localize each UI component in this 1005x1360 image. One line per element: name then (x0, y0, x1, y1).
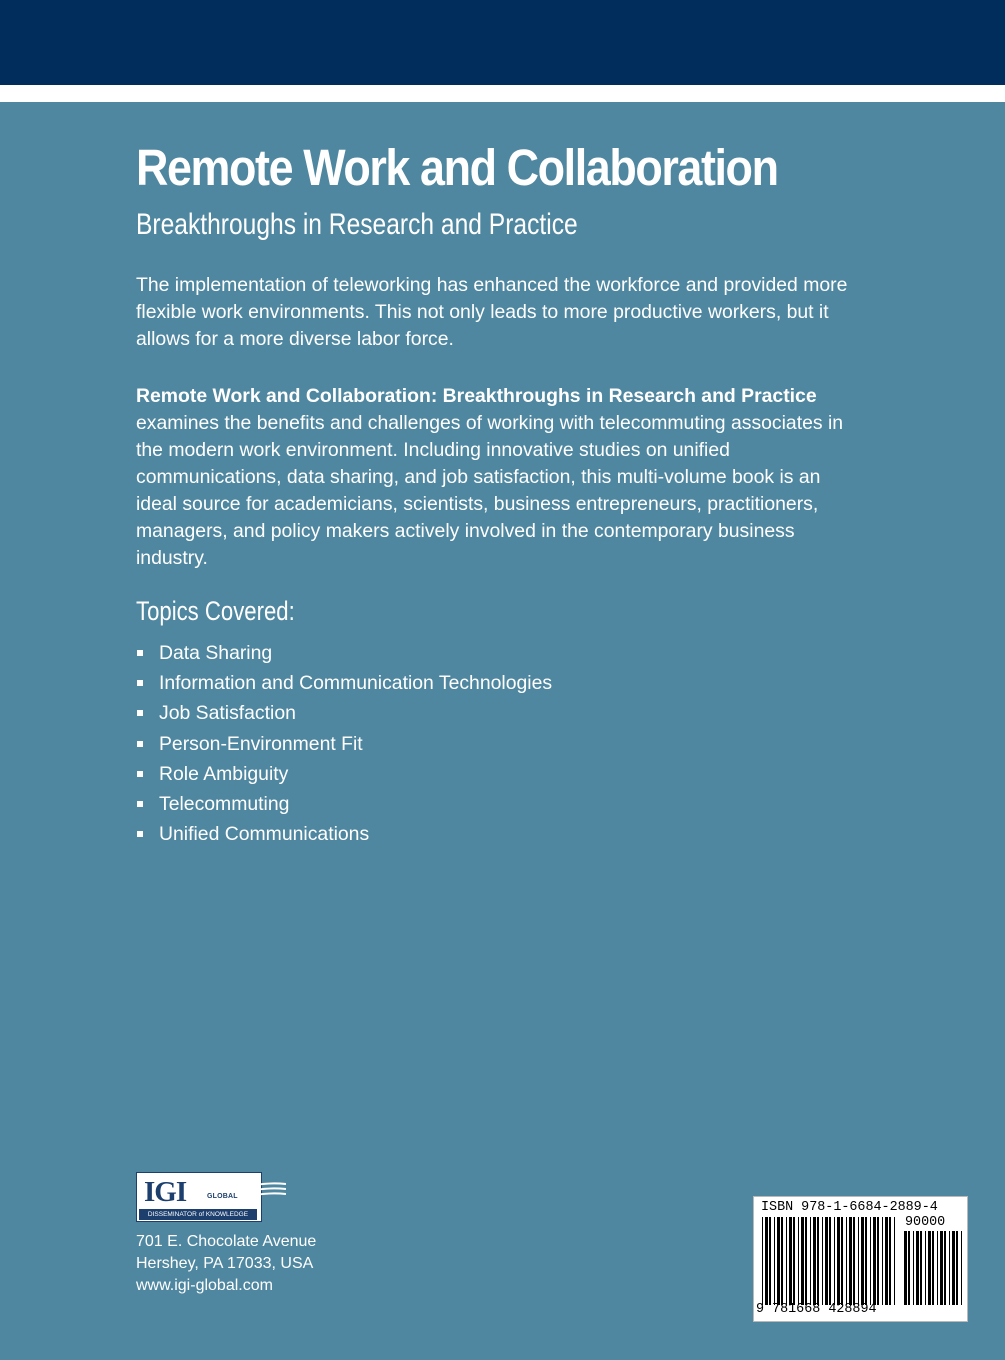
publisher-address (136, 1231, 316, 1297)
barcode-bar (841, 1217, 843, 1305)
barcode-bar (908, 1231, 910, 1305)
barcode-bar (817, 1217, 819, 1305)
topic-item: Role Ambiguity (136, 759, 552, 789)
topic-item: Person-Environment Fit (136, 729, 552, 759)
barcode-bar (870, 1217, 871, 1305)
barcode-bar (885, 1217, 888, 1305)
logo-tagline: DISSEMINATOR of KNOWLEDGE (139, 1209, 257, 1220)
isbn-barcode (753, 1196, 968, 1322)
barcode-bar (762, 1217, 763, 1305)
barcode-bar (822, 1217, 823, 1305)
book-title: Remote Work and Collaboration (136, 139, 778, 196)
book-subtitle: Breakthroughs in Research and Practice (136, 208, 578, 241)
topic-item: Job Satisfaction (136, 698, 552, 728)
barcode-bar (813, 1217, 816, 1305)
ean-barcode-bars (762, 1217, 897, 1305)
barcode-bar (913, 1231, 914, 1305)
description-body: examines the benefits and challenges of working with telecommuting associates in the modern work environment. Including innovative studies on unified communications, data sharing, and job satisfaction, this multi-volume book is an ideal source for academicians, scientists, business entrepreneurs, practitioners, managers, and policy makers actively involved in the contemporary business industry. (136, 412, 844, 569)
barcode-bar (769, 1217, 771, 1305)
barcode-bar (937, 1231, 938, 1305)
barcode-bar (810, 1217, 811, 1305)
divider-stripe (0, 85, 1005, 102)
barcode-bar (932, 1231, 934, 1305)
addon-barcode-bars (904, 1231, 962, 1305)
barcode-bar (781, 1217, 783, 1305)
topics-heading: Topics Covered: (136, 596, 295, 626)
topics-list (136, 638, 552, 849)
square-bullet-icon (137, 680, 143, 686)
barcode-bar (894, 1217, 895, 1305)
barcode-bar (853, 1217, 855, 1305)
barcode-bar (925, 1231, 926, 1305)
barcode-bar (858, 1217, 859, 1305)
price-addon-number: 90000 (905, 1215, 946, 1230)
barcode-bar (825, 1217, 828, 1305)
barcode-bar (889, 1217, 891, 1305)
publisher-website: www.igi-global.com (136, 1277, 273, 1294)
barcode-bar (928, 1231, 931, 1305)
barcode-bar (961, 1231, 962, 1305)
barcode-bar (873, 1217, 876, 1305)
description-paragraph-1: The implementation of teleworking has enhanced the workforce and provided more flexible work environments. This not only leads to more productive workers, but it allows for a more diverse labor force. (136, 274, 848, 350)
logo-wordmark: IGI (144, 1176, 187, 1208)
square-bullet-icon (137, 650, 143, 656)
isbn-number: ISBN 978-1-6684-2889-4 (761, 1200, 938, 1215)
barcode-bar (805, 1217, 807, 1305)
barcode-bar (846, 1217, 847, 1305)
barcode-bar (801, 1217, 804, 1305)
square-bullet-icon (137, 710, 143, 716)
description-bold-title: Remote Work and Collaboration: Breakthroughs in Research and Practice (136, 385, 817, 407)
barcode-bar (834, 1217, 835, 1305)
square-bullet-icon (137, 741, 143, 747)
logo-swoosh-icon (250, 1180, 286, 1202)
barcode-bar (837, 1217, 840, 1305)
barcode-bar (793, 1217, 795, 1305)
barcode-bar (777, 1217, 780, 1305)
barcode-bar (877, 1217, 879, 1305)
barcode-bar (920, 1231, 922, 1305)
barcode-bar (916, 1231, 919, 1305)
barcode-bar (849, 1217, 852, 1305)
barcode-bar (765, 1217, 768, 1305)
barcode-bar (904, 1231, 907, 1305)
barcode-bar (949, 1231, 950, 1305)
barcode-bar (956, 1231, 958, 1305)
barcode-bar (944, 1231, 946, 1305)
barcode-bar (865, 1217, 867, 1305)
barcode-bar (789, 1217, 792, 1305)
logo-global-text: GLOBAL (207, 1193, 238, 1200)
barcode-bar (798, 1217, 799, 1305)
topic-item: Data Sharing (136, 638, 552, 668)
barcode-bar (829, 1217, 831, 1305)
topic-item: Unified Communications (136, 819, 552, 849)
barcode-bar (861, 1217, 864, 1305)
barcode-bar (952, 1231, 955, 1305)
topic-item: Information and Communication Technologies (136, 668, 552, 698)
ean-digits: 9 781668 428894 (756, 1302, 877, 1317)
square-bullet-icon (137, 831, 143, 837)
description-paragraph-2 (136, 383, 866, 572)
top-color-band (0, 0, 1005, 85)
address-street: 701 E. Chocolate Avenue (136, 1233, 317, 1250)
barcode-bar (882, 1217, 883, 1305)
topic-item: Telecommuting (136, 789, 552, 819)
publisher-logo (136, 1172, 262, 1222)
barcode-bar (786, 1217, 787, 1305)
barcode-bar (774, 1217, 775, 1305)
barcode-bar (940, 1231, 943, 1305)
square-bullet-icon (137, 801, 143, 807)
square-bullet-icon (137, 771, 143, 777)
address-city: Hershey, PA 17033, USA (136, 1255, 314, 1272)
